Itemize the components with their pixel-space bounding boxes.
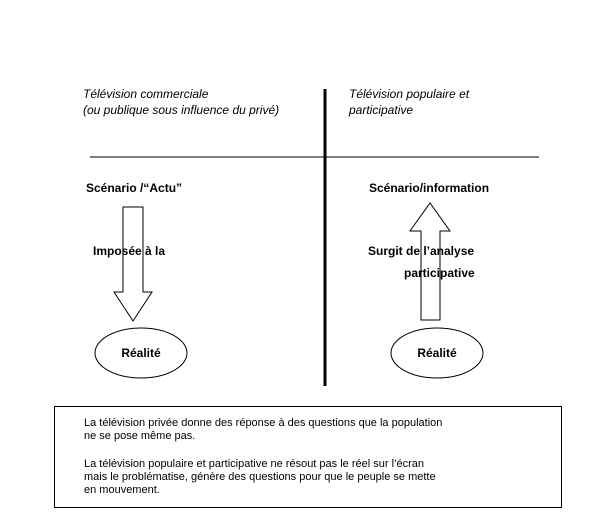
summary-p2-line1: La télévision populaire et participative ne résout pas le réel sur l’écran [84, 458, 424, 470]
right-title-line1: Télévision populaire et [349, 87, 470, 101]
down-arrow [114, 207, 152, 321]
right-scenario-label: Scénario/information [369, 181, 490, 195]
left-action-label: Imposée à la [93, 244, 166, 258]
right-title-line2: participative [349, 103, 414, 117]
summary-p2-line2: mais le problématise, génère des questions pour que le peuple se mette [84, 471, 436, 483]
left-title-line2: (ou publique sous influence du privé) [83, 103, 280, 117]
summary-p1-line2: ne se pose même pas. [84, 430, 196, 442]
right-reality-label: Réalité [417, 346, 457, 360]
up-arrow [410, 203, 450, 320]
left-reality-label: Réalité [121, 346, 161, 360]
right-action-line1: Surgit de l’analyse [368, 244, 475, 258]
summary-box [54, 406, 562, 508]
summary-p2-line3: en mouvement. [84, 484, 160, 496]
left-scenario-label: Scénario /“Actu” [86, 181, 183, 195]
summary-p1-line1: La télévision privée donne des réponse à des questions que la population [84, 417, 443, 429]
right-action-line2: participative [404, 266, 475, 280]
left-title-line1: Télévision commerciale [83, 87, 209, 101]
